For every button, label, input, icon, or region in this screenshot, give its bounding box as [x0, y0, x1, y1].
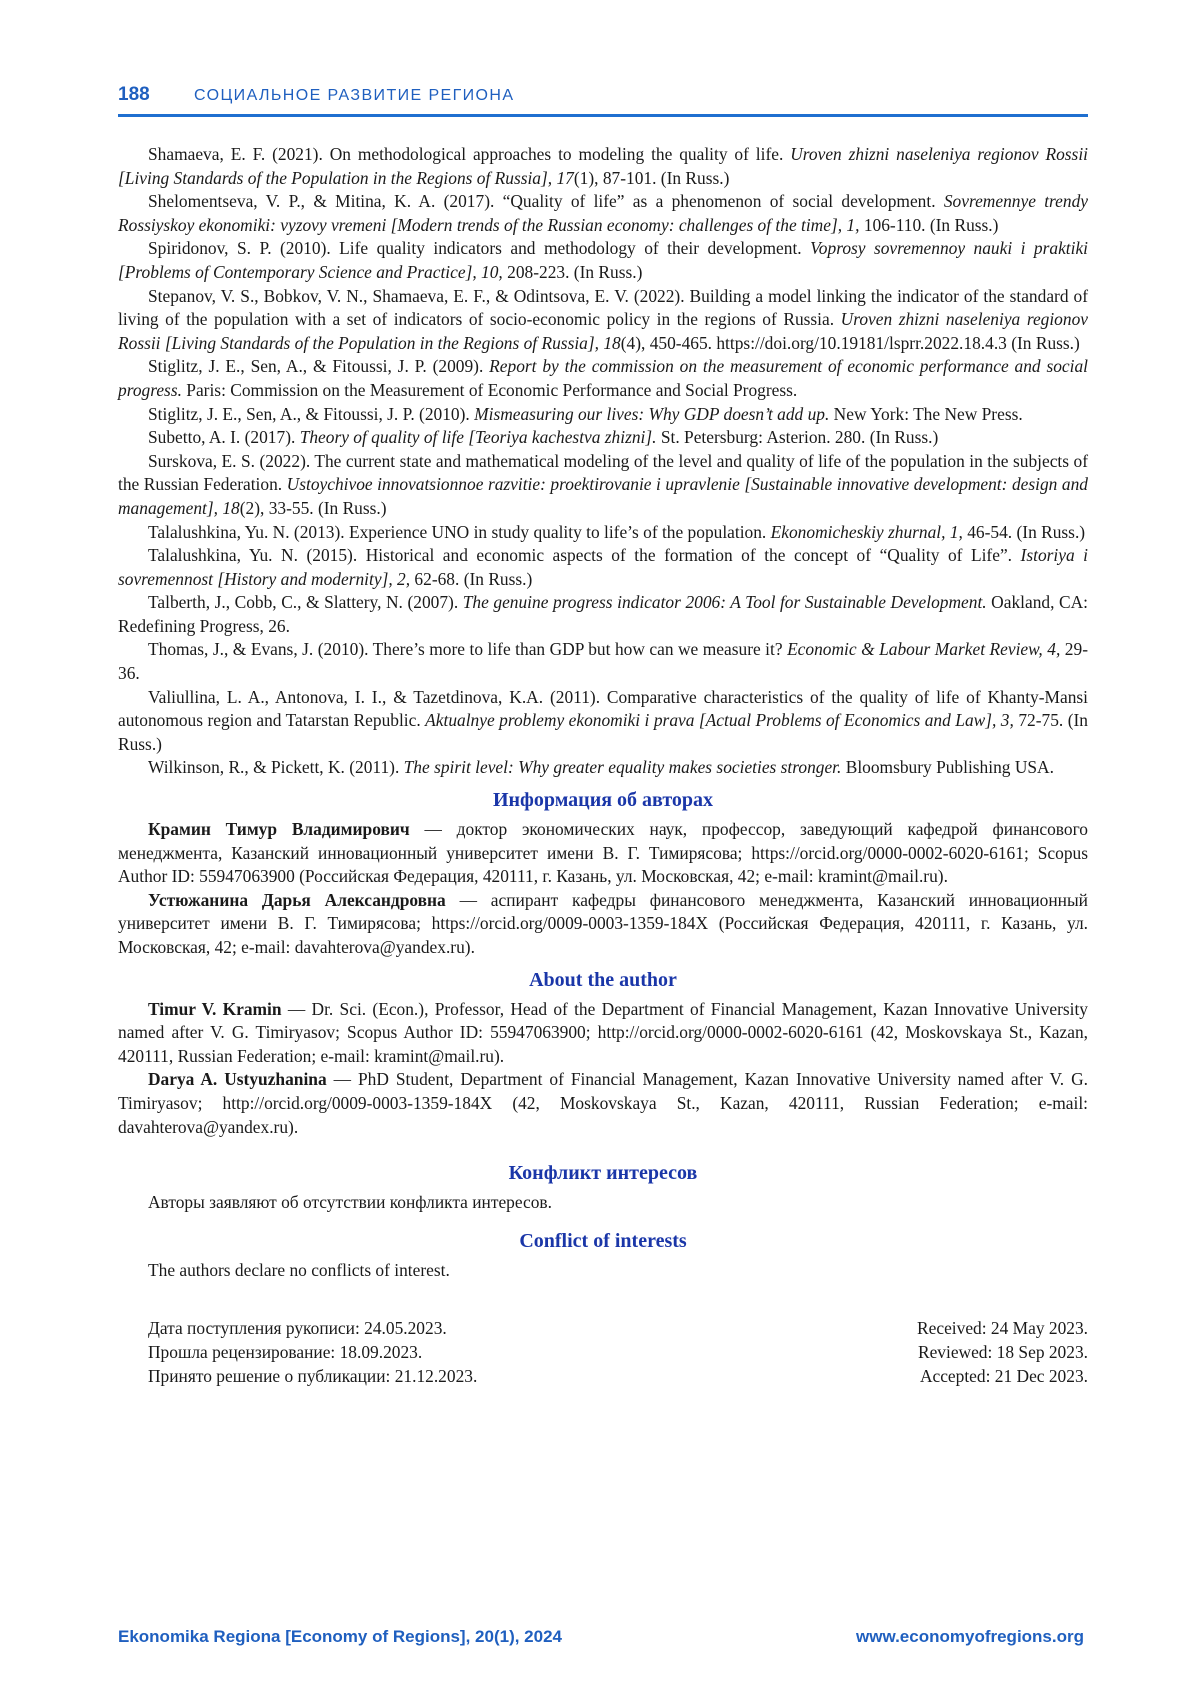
journal-citation: Ekonomika Regiona [Economy of Regions], 20(1), 2024	[118, 1627, 562, 1646]
website-link[interactable]: www.economyofregions.org	[856, 1627, 1084, 1646]
reference-item: Stepanov, V. S., Bobkov, V. N., Shamaeva, E. F., & Odintsova, E. V. (2022). Building a model linking the indicator of the standard of living of the population with a set of indicators of socio-economic policy in the regions of Russia. Uroven zhizni naseleniya regionov Rossii [Living Standards of the Population in the Regions of Russia], 18(4), 450-465. https://doi.org/10.19181/lsprr.2022.18.4.3 (In Russ.)	[118, 285, 1088, 353]
reference-item: Stiglitz, J. E., Sen, A., & Fitoussi, J. P. (2010). Mismeasuring our lives: Why GDP doesn’t add up. New York: The New Press.	[148, 403, 1023, 424]
reference-item: Talalushkina, Yu. N. (2013). Experience UNO in study quality to life’s of the population. Ekonomicheskiy zhurnal, 1, 46-54. (In Russ.)	[148, 521, 1086, 542]
reference-item: Spiridonov, S. P. (2010). Life quality indicators and methodology of their development. Voprosy sovremennoy nauki i praktiki [Problems of Contemporary Science and Practice], 10, 208-223. (In Russ.)	[118, 238, 1088, 282]
page-footer	[118, 1627, 1088, 1651]
header-rule	[118, 114, 1088, 117]
received-date-ru: Дата поступления рукописи: 24.05.2023.	[148, 1318, 447, 1339]
author-bio-ru: Устюжанина Дарья Александровна — аспирант кафедры финансового менеджмента, Казанский инновационный университет имени В. Г. Тимирясова; https://orcid.org/0009-0003-1359-184X (Российская Федерация, 420111, г. Казань, ул. Московская, 42; e-mail: davahterova@yandex.ru).	[118, 889, 1088, 957]
conflict-heading-ru: Конфликт интересов	[508, 1162, 698, 1185]
received-date-en: Received: 24 May 2023.	[917, 1318, 1088, 1339]
reference-item: Wilkinson, R., & Pickett, K. (2011). The spirit level: Why greater equality makes societies stronger. Bloomsbury Publishing USA.	[148, 757, 1054, 778]
accepted-date-en: Accepted: 21 Dec 2023.	[919, 1366, 1088, 1387]
author-name: Darya A. Ustyuzhanina	[148, 1069, 327, 1090]
reviewed-row	[148, 1340, 1088, 1364]
reference-item: Talalushkina, Yu. N. (2015). Historical and economic aspects of the formation of the concept of “Quality of Life”. Istoriya i sovremennost [History and modernity], 2, 62-68. (In Russ.)	[118, 545, 1089, 589]
author-name: Крамин Тимур Владимирович	[148, 819, 410, 840]
received-row	[148, 1316, 1088, 1340]
reference-item: Valiullina, L. A., Antonova, I. I., & Tazetdinova, K.A. (2011). Comparative characteristics of the quality of life of Khanty-Mansi autonomous region and Tatarstan Republic. Aktualnye problemy ekonomiki i prava [Actual Problems of Economics and Law], 3, 72-75. (In Russ.)	[118, 686, 1088, 754]
conflict-statement-en: The authors declare no conflicts of interest.	[148, 1259, 450, 1280]
reference-item: Thomas, J., & Evans, J. (2010). There’s more to life than GDP but how can we measure it? Economic & Labour Market Review, 4, 29-36.	[118, 639, 1088, 684]
page-content	[118, 143, 1088, 1388]
page-number: 188	[118, 84, 150, 105]
author-name: Timur V. Kramin	[148, 998, 282, 1019]
reference-list	[118, 143, 1088, 780]
conflict-statement-ru: Авторы заявляют об отсутствии конфликта интересов.	[148, 1192, 552, 1213]
authors-info-heading-ru: Информация об авторах	[492, 789, 714, 812]
reference-item: Shelomentseva, V. P., & Mitina, K. A. (2017). “Quality of life” as a phenomenon of social development. Sovremennye trendy Rossiyskoy ekonomiki: vyzovy vremeni [Modern trends of the Russian economy: challenges of the time], 1, 106-110. (In Russ.)	[118, 191, 1088, 235]
authors-info-heading-en: About the author	[529, 968, 677, 991]
reference-item: Subetto, A. I. (2017). Theory of quality of life [Teoriya kachestva zhizni]. St. Petersburg: Asterion. 280. (In Russ.)	[148, 427, 939, 448]
conflict-heading-en: Conflict of interests	[519, 1229, 687, 1252]
reference-item: Stiglitz, J. E., Sen, A., & Fitoussi, J. P. (2009). Report by the commission on the measurement of economic performance and social progress. Paris: Commission on the Measurement of Economic Performance and Social Progress.	[118, 356, 1088, 400]
reference-item: Surskova, E. S. (2022). The current state and mathematical modeling of the level and quality of life of the population in the subjects of the Russian Federation. Ustoychivoe innovatsionnoe razvitie: proektirovanie i upravlenie [Sustainable innovative development: design and management], 18(2), 33-55. (In Russ.)	[118, 450, 1088, 518]
page-header	[118, 84, 1088, 118]
author-name: Устюжанина Дарья Александровна	[148, 889, 446, 910]
accepted-row	[148, 1364, 1088, 1388]
running-title: СОЦИАЛЬНОЕ РАЗВИТИЕ РЕГИОНА	[194, 87, 515, 104]
reviewed-date-ru: Прошла рецензирование: 18.09.2023.	[148, 1342, 423, 1363]
author-bio-en: Darya A. Ustyuzhanina — PhD Student, Department of Financial Management, Kazan Innovative University named after V. G. Timiryasov; http://orcid.org/0009-0003-1359-184X (42, Moskovskaya St., Kazan, 420111, Russian Federation; e-mail: davahterova@yandex.ru).	[118, 1069, 1089, 1137]
accepted-date-ru: Принято решение о публикации: 21.12.2023.	[148, 1366, 478, 1387]
reference-item: Talberth, J., Cobb, C., & Slattery, N. (2007). The genuine progress indicator 2006: A Tool for Sustainable Development. Oakland, CA: Redefining Progress, 26.	[118, 592, 1088, 636]
reference-item: Shamaeva, E. F. (2021). On methodological approaches to modeling the quality of life. Uroven zhizni naseleniya regionov Rossii [Living Standards of the Population in the Regions of Russia], 17(1), 87-101. (In Russ.)	[118, 144, 1088, 188]
article-dates	[118, 1316, 1088, 1388]
reviewed-date-en: Reviewed: 18 Sep 2023.	[917, 1342, 1088, 1363]
author-bio-ru: Крамин Тимур Владимирович — доктор экономических наук, профессор, заведующий кафедрой финансового менеджмента, Казанский инновационный университет имени В. Г. Тимирясова; https://orcid.org/0000-0002-6020-6161; Scopus Author ID: 55947063900 (Российская Федерация, 420111, г. Казань, ул. Московская, 42; e-mail: kramint@mail.ru).	[118, 819, 1088, 887]
author-bio-en: Timur V. Kramin — Dr. Sci. (Econ.), Professor, Head of the Department of Financial Management, Kazan Innovative University named after V. G. Timiryasov; Scopus Author ID: 55947063900; http://orcid.org/0000-0002-6020-6161 (42, Moskovskaya St., Kazan, 420111, Russian Federation; e-mail: kramint@mail.ru).	[118, 998, 1088, 1066]
